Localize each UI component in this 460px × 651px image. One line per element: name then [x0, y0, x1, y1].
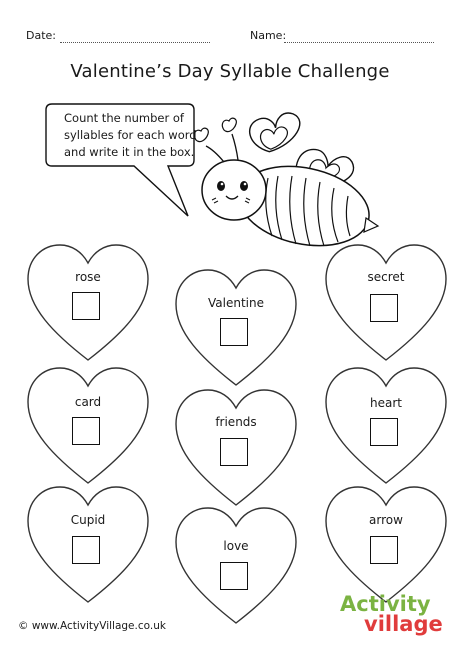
copyright-link[interactable]: © www.ActivityVillage.co.uk: [18, 620, 166, 632]
syllable-box[interactable]: [220, 562, 248, 590]
syllable-box[interactable]: [72, 292, 100, 320]
logo-line-1: Activity: [340, 592, 431, 616]
page-title: Valentine’s Day Syllable Challenge: [70, 61, 390, 82]
instruction-line: and write it in the box.: [64, 145, 195, 159]
word-label: card: [74, 395, 102, 409]
syllable-box[interactable]: [72, 417, 100, 445]
instruction-line: Count the number of: [64, 111, 184, 125]
name-label: Name:: [250, 29, 287, 42]
syllable-box[interactable]: [72, 536, 100, 564]
logo-line-2: village: [364, 612, 443, 636]
date-label: Date:: [26, 29, 56, 42]
word-label: rose: [75, 270, 101, 284]
syllable-box[interactable]: [220, 318, 248, 346]
syllable-box[interactable]: [370, 294, 398, 322]
word-label: Cupid: [70, 513, 106, 527]
word-label: arrow: [369, 513, 403, 527]
instruction-line: syllables for each word: [64, 128, 197, 142]
syllable-box[interactable]: [370, 536, 398, 564]
syllable-box[interactable]: [220, 438, 248, 466]
activity-village-logo: [340, 594, 443, 634]
word-label: secret: [367, 270, 405, 284]
word-label: love: [223, 539, 249, 553]
word-label: heart: [370, 396, 402, 410]
word-label: Valentine: [208, 296, 264, 310]
syllable-box[interactable]: [370, 418, 398, 446]
word-label: friends: [215, 415, 257, 429]
